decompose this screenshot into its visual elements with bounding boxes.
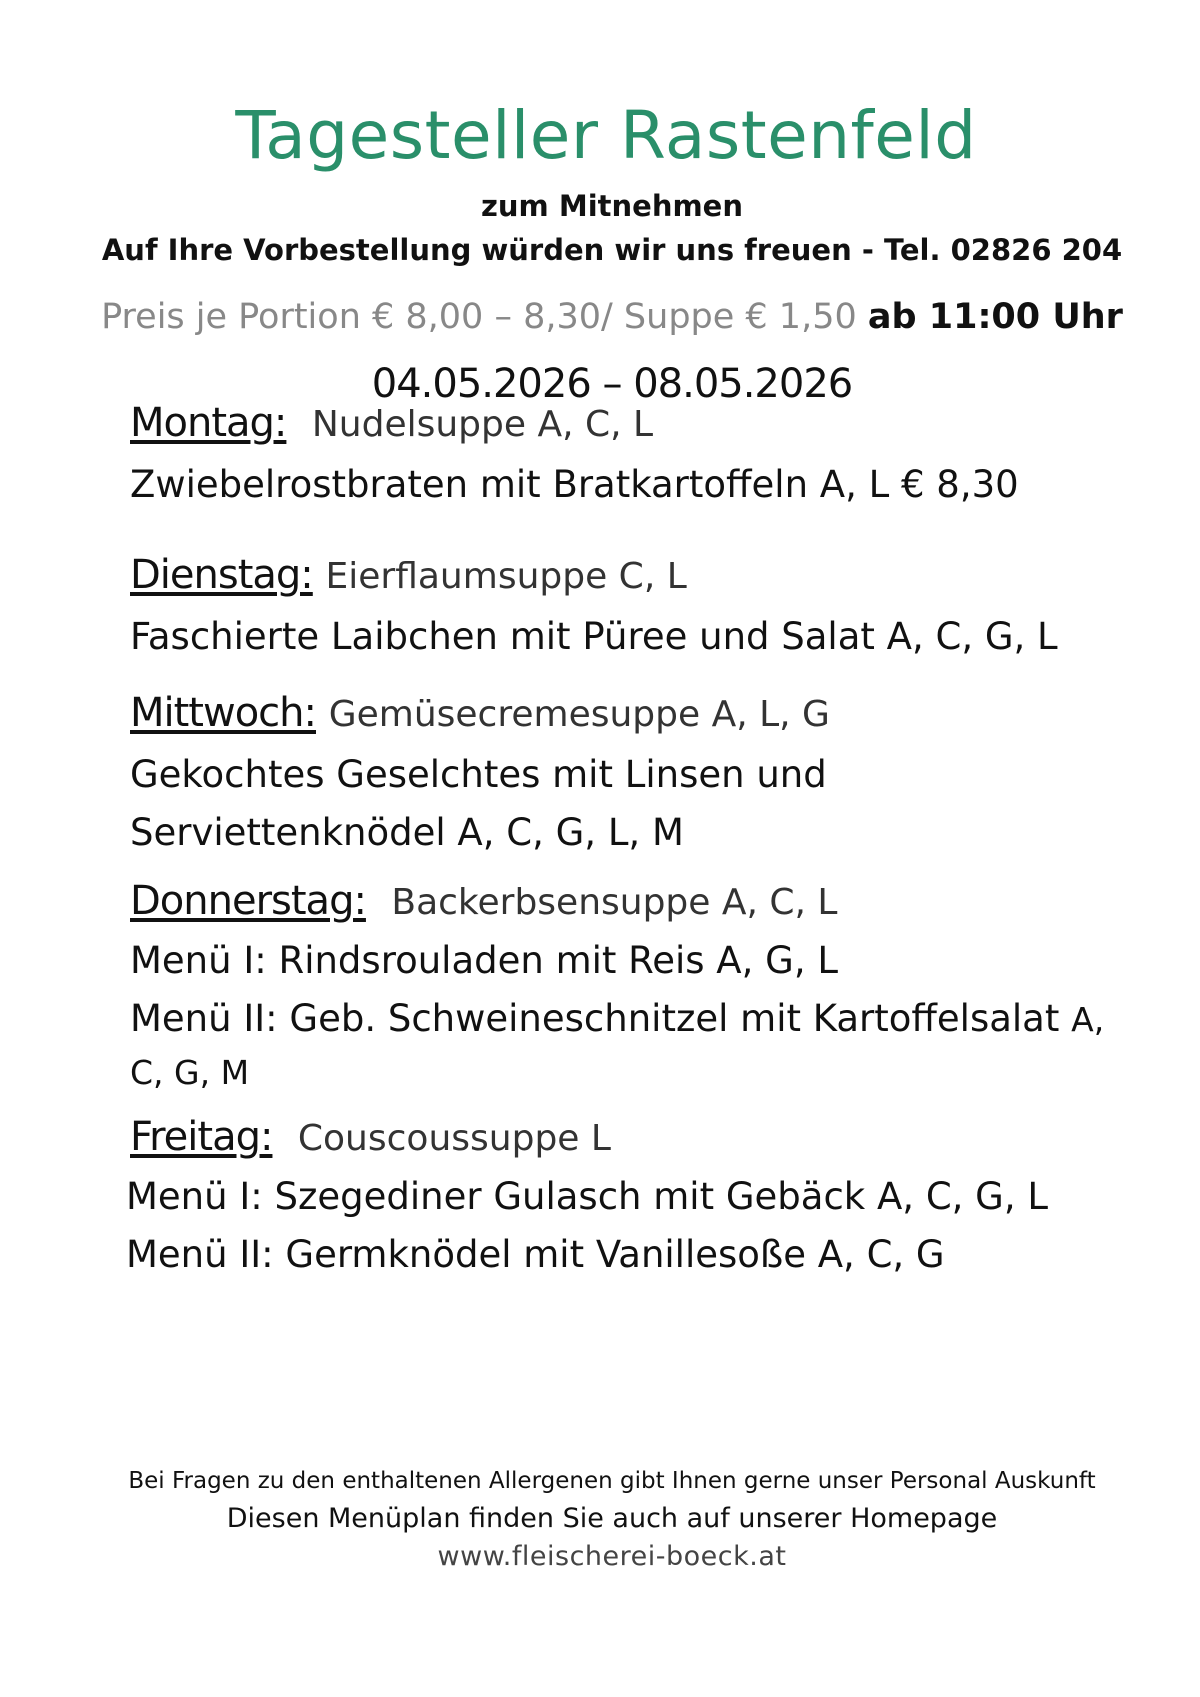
homepage-note: Diesen Menüplan finden Sie auch auf unserer Homepage: [226, 1503, 998, 1534]
day-header: [130, 1112, 1150, 1164]
day-header: [130, 550, 1150, 602]
dish: Zwiebelrostbraten mit Bratkartoffeln A, L € 8,30: [130, 463, 1019, 506]
subtitle: zum Mitnehmen: [481, 189, 743, 223]
day-header: [130, 876, 1150, 928]
day-thursday: [130, 876, 1150, 1098]
dish: Menü II: Germknödel mit Vanillesoße A, C, G: [126, 1233, 945, 1276]
day-wednesday: [130, 688, 1150, 862]
website-link[interactable]: www.fleischerei-boeck.at: [437, 1541, 787, 1572]
date-range: 04.05.2026 – 08.05.2026: [371, 361, 853, 407]
dish: Gekochtes Geselchtes mit Linsen und: [130, 753, 827, 796]
dish-allergens: A,: [1071, 1000, 1105, 1039]
allergen-note: Bei Fragen zu den enthaltenen Allergenen gibt Ihnen gerne unser Personal Auskunft: [128, 1468, 1096, 1494]
price-text: Preis je Portion € 8,00 – 8,30/ Suppe € 1,50: [101, 297, 868, 337]
day-name: Mittwoch:: [130, 690, 316, 736]
soup: Backerbsensuppe A, C, L: [391, 882, 838, 923]
dish: [130, 990, 1150, 1048]
price-line: [0, 296, 1200, 338]
day-name: Dienstag:: [130, 552, 313, 598]
dish: Menü I: Szegediner Gulasch mit Gebäck A, C, G, L: [126, 1175, 1048, 1218]
dish: Menü I: Rindsrouladen mit Reis A, G, L: [130, 939, 838, 982]
soup: Eierflaumsuppe C, L: [325, 556, 687, 597]
day-monday: [130, 398, 1150, 514]
dish: Faschierte Laibchen mit Püree und Salat A, C, G, L: [130, 615, 1058, 658]
day-tuesday: [130, 550, 1150, 666]
day-header: [130, 688, 1150, 740]
dish-allergens-continued: C, G, M: [130, 1053, 250, 1092]
dish: Serviettenknödel A, C, G, L, M: [130, 811, 684, 854]
soup: Nudelsuppe A, C, L: [311, 404, 654, 445]
dish-text: Menü II: Geb. Schweineschnitzel mit Kartoffelsalat: [130, 997, 1060, 1040]
day-header: [130, 398, 1150, 450]
day-name: Donnerstag:: [130, 878, 366, 924]
page-title: Tagesteller Rastenfeld: [235, 97, 977, 174]
day-name: Montag:: [130, 400, 287, 446]
price-time: ab 11:00 Uhr: [867, 297, 1123, 337]
order-note: Auf Ihre Vorbestellung würden wir uns freuen - Tel. 02826 204: [101, 233, 1123, 267]
day-friday: [126, 1112, 1150, 1284]
soup: Couscoussuppe L: [297, 1118, 611, 1159]
soup: Gemüsecremesuppe A, L, G: [328, 694, 830, 735]
day-name: Freitag:: [130, 1114, 273, 1160]
